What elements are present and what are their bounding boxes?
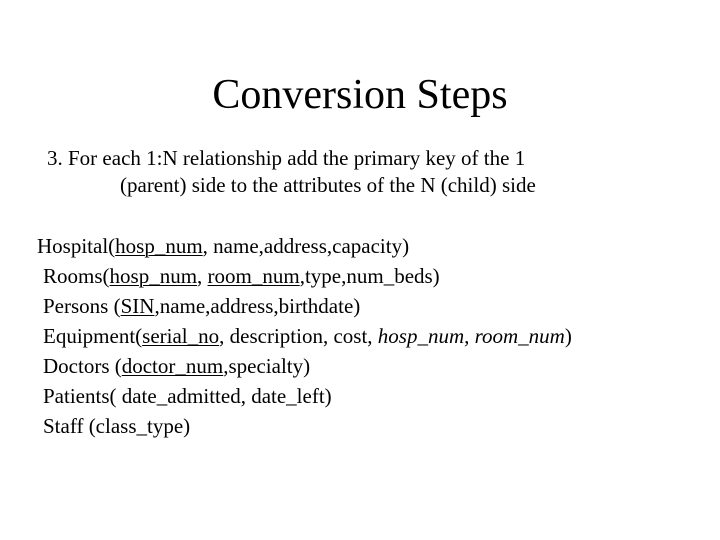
relation-text: ,name,address,birthdate)	[154, 294, 361, 318]
relation-text: , name,address,capacity)	[202, 234, 410, 258]
relation-text: , description, cost,	[219, 324, 378, 348]
step-text-line-2: (parent) side to the attributes of the N (child) side	[120, 173, 536, 197]
primary-key-attribute: serial_no	[142, 324, 220, 348]
relation-hospital	[37, 231, 572, 261]
relation-text: Equipment(	[43, 324, 143, 348]
relation-text: )	[564, 324, 572, 348]
relation-patients	[37, 381, 572, 411]
primary-key-attribute: hosp_num	[115, 234, 203, 258]
primary-key-attribute: hosp_num	[109, 264, 198, 288]
relation-text: Staff (class_type)	[43, 414, 191, 438]
relation-text: Hospital(	[37, 234, 116, 258]
relation-text: ,	[197, 264, 208, 288]
relation-text: Rooms(	[43, 264, 110, 288]
step-text-line-1: 3. For each 1:N relationship add the primary key of the 1	[47, 146, 526, 170]
relation-schema-list	[37, 231, 572, 441]
relation-text: Persons (	[43, 294, 121, 318]
relation-text: Doctors (	[43, 354, 122, 378]
primary-key-attribute: room_num	[207, 264, 300, 288]
relation-text: Patients( date_admitted, date_left)	[43, 384, 332, 408]
primary-key-attribute: doctor_num	[121, 354, 224, 378]
relation-rooms	[37, 261, 572, 291]
relation-doctors	[37, 351, 572, 381]
foreign-key-attribute: hosp_num, room_num	[377, 324, 565, 348]
relation-text: ,type,num_beds)	[299, 264, 440, 288]
relation-text: ,specialty)	[223, 354, 311, 378]
relation-staff	[37, 411, 572, 441]
relation-persons	[37, 291, 572, 321]
slide-title: Conversion Steps	[212, 72, 508, 118]
primary-key-attribute: SIN	[120, 294, 155, 318]
relation-equipment	[37, 321, 572, 351]
step-3-description	[47, 145, 536, 199]
